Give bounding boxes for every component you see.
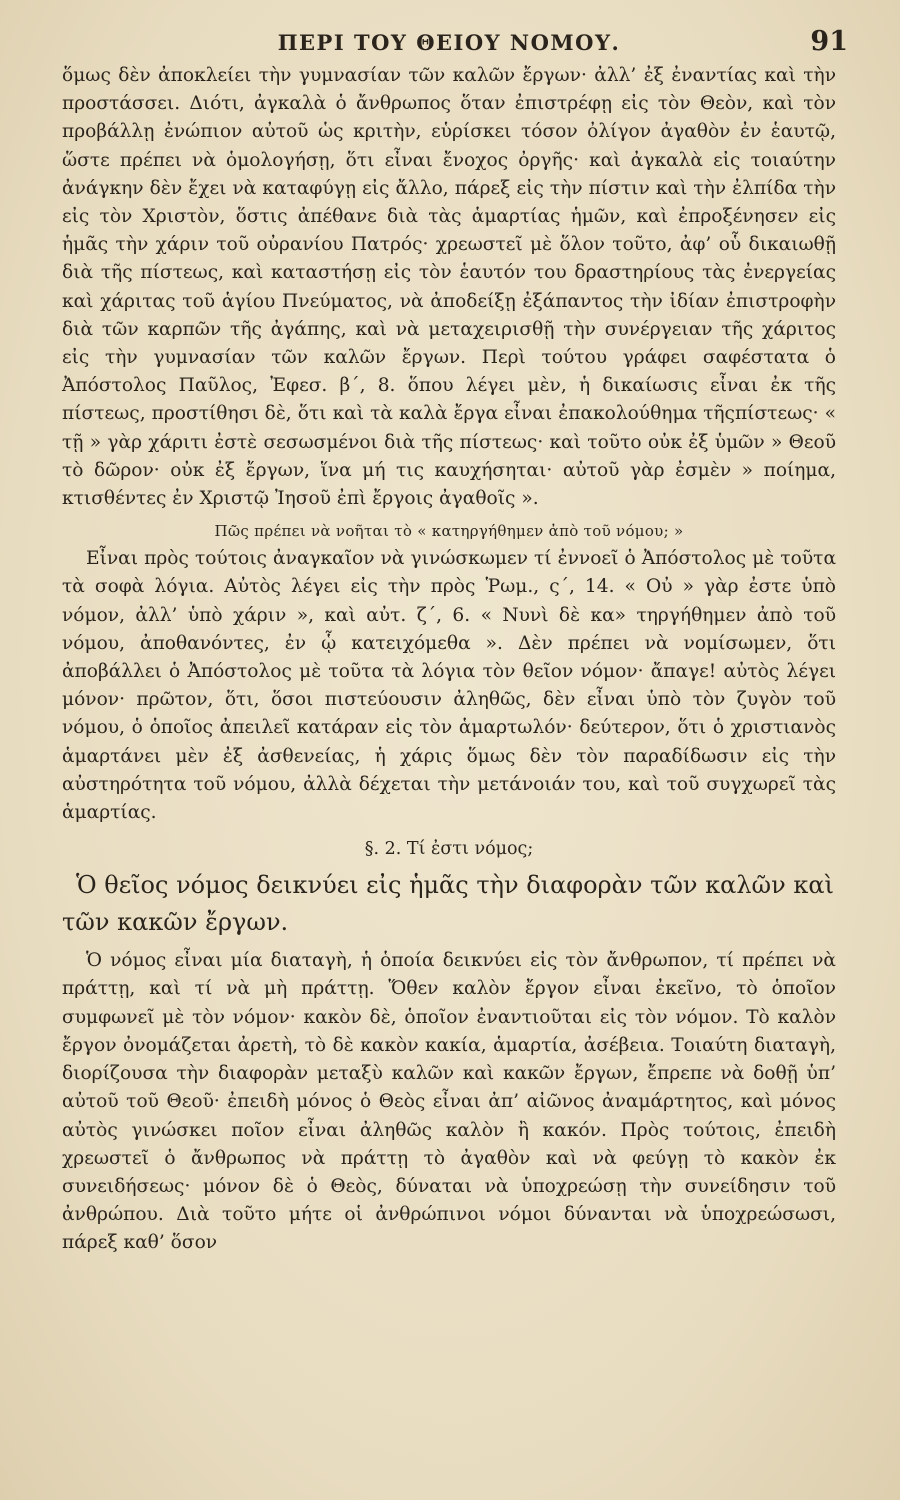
page-number: 91 [810, 26, 848, 57]
section-heading: §. 2. Τί ἐστι νόμος; [364, 839, 534, 860]
section-statement: Ὁ θεῖος νόμος δεικνύει εἰς ἡμᾶς τὴν διαφορὰν τῶν καλῶν καὶ τῶν κακῶν ἔργων. [62, 871, 834, 937]
paragraph-2: Εἶναι πρὸς τούτοις ἀναγκαῖον νὰ γινώσκωμεν τί ἐννοεῖ ὁ Ἀπόστολος μὲ τοῦτα τὰ σοφὰ λόγια. Αὐτὸς λέγει εἰς τὴν πρὸς Ῥωμ., ς´, 14. « Οὐ » γὰρ ἐστε ὑπὸ νόμον, ἀλλ’ ὑπὸ χάριν », καὶ αὐτ. ζ´, 6. « Νυνὶ δὲ κα» τηργήθημεν ἀπὸ τοῦ νόμου, ἀποθανόντες, ἐν ᾧ κατειχόμεθα ». Δὲν πρέπει νὰ νομίσωμεν, ὅτι ἀποβάλλει ὁ Ἀπόστολος μὲ τοῦτα τὰ λόγια τὸν θεῖον νόμον· ἄπαγε! αὐτὸς λέγει μόνον· πρῶτον, ὅτι, ὅσοι πιστεύουσιν ἀληθῶς, δὲν εἶναι ὑπὸ τὸν ζυγὸν τοῦ νόμου, ὁ ὁποῖος ἀπειλεῖ κατάραν εἰς τὸν ἁμαρτωλόν· δεύτερον, ὅτι ὁ χριστιανὸς ἁμαρτάνει μὲν ἐξ ἀσθενείας, ἡ χάρις ὅμως δὲν τὸν παραδίδωσιν εἰς τὴν αὐστηρότητα τοῦ νόμου, ἀλλὰ δέχεται τὴν μετάνοιάν του, καὶ τοῦ συγχωρεῖ τὰς ἁμαρτίας. [62, 548, 836, 824]
marginal-question: Πῶς πρέπει νὰ νοῆται τὸ « κατηργήθημεν ἀπὸ τοῦ νόμου; » [214, 522, 684, 541]
paragraph-3: Ὁ νόμος εἶναι μία διαταγὴ, ἡ ὁποία δεικνύει εἰς τὸν ἄνθρωπον, τί πρέπει νὰ πράττῃ, καὶ τί νὰ μὴ πράττῃ. Ὅθεν καλὸν ἔργον εἶναι ἐκεῖνο, τὸ ὁποῖον συμφωνεῖ μὲ τὸν νόμον· κακὸν δὲ, ὁποῖον ἐναντιοῦται εἰς τὸν νόμον. Τὸ καλὸν ἔργον ὀνομάζεται ἀρετὴ, τὸ δὲ κακὸν κακία, ἁμαρτία, ἀσέβεια. Τοιαύτη διαταγὴ, διορίζουσα τὴν διαφορὰν μεταξὺ καλῶν καὶ κακῶν ἔργων, ἔπρεπε νὰ δοθῇ ὑπ’ αὐτοῦ τοῦ Θεοῦ· ἐπειδὴ μόνος ὁ Θεὸς εἶναι ἀπ’ αἰῶνος ἀναμάρτητος, καὶ μόνος αὐτὸς γινώσκει ποῖον εἶναι ἀληθῶς καλὸν ἢ κακόν. Πρὸς τούτοις, ἐπειδὴ χρεωστεῖ ὁ ἄνθρωπος νὰ πράττῃ τὸ ἀγαθὸν καὶ νὰ φεύγῃ τὸ κακὸν ἐκ συνειδήσεως· μόνον δὲ ὁ Θεὸς, δύναται νὰ ὑποχρεώσῃ τὴν συνείδησιν τοῦ ἀνθρώπου. Διὰ τοῦτο μήτε οἱ ἀνθρώπινοι νόμοι δύνανται νὰ ὑποχρεώσωσι, πάρεξ καθ’ ὅσον [62, 950, 836, 1254]
paragraph-1: ὅμως δὲν ἀποκλείει τὴν γυμνασίαν τῶν καλῶν ἔργων· ἀλλ’ ἐξ ἐναντίας καὶ τὴν προστάσσει. Διότι, ἀγκαλὰ ὁ ἄνθρωπος ὅταν ἐπιστρέφῃ εἰς τὸν Θεὸν, καὶ τὸν προβάλλῃ ἐνώπιον αὐτοῦ ὡς κριτὴν, εὑρίσκει τόσον ὀλίγον ἀγαθὸν ἐν ἑαυτῷ, ὥστε πρέπει νὰ ὁμολογήσῃ, ὅτι εἶναι ἔνοχος ὀργῆς· καὶ ἀγκαλὰ εἰς τοιαύτην ἀνάγκην δὲν ἔχει νὰ καταφύγῃ εἰς ἄλλο, πάρεξ εἰς τὴν πίστιν καὶ τὴν ἐλπίδα τὴν εἰς τὸν Χριστὸν, ὅστις ἀπέθανε διὰ τὰς ἁμαρτίας ἡμῶν, καὶ ἐπροξένησεν εἰς ἡμᾶς τὴν χάριν τοῦ οὐρανίου Πατρός· χρεωστεῖ μὲ ὅλον τοῦτο, ἀφ’ οὗ δικαιωθῇ διὰ τῆς πίστεως, καὶ καταστήσῃ εἰς τὸν ἑαυτόν του δραστηρίους τὰς ἐνεργείας καὶ χάριτας τοῦ ἁγίου Πνεύματος, νὰ ἀποδείξῃ ἐξάπαντος τὴν ἰδίαν ἐπιστροφὴν διὰ τῶν καρπῶν τῆς ἀγάπης, καὶ νὰ μεταχειρισθῇ τὴν συνέργειαν τῆς χάριτος εἰς τὴν γυμνασίαν τῶν καλῶν ἔργων. Περὶ τούτου γράφει σαφέστατα ὁ Ἀπόστολος Παῦλος, Ἐφεσ. β´, 8. ὅπου λέγει μὲν, ἡ δικαίωσις εἶναι ἐκ τῆς πίστεως, προστίθησι δὲ, ὅτι καὶ τὰ καλὰ ἔργα εἶναι ἐπακολούθημα τῆςπίστεως· « τῇ » γὰρ χάριτι ἐστὲ σεσωσμένοι διὰ τῆς πίστεως· καὶ τοῦτο οὐκ ἐξ ὑμῶν » Θεοῦ τὸ δῶρον· οὐκ ἐξ ἔργων, ἵνα μή τις καυχήσηται· αὐτοῦ γὰρ ἐσμὲν » ποίημα, κτισθέντες ἐν Χριστῷ Ἰησοῦ ἐπὶ ἔργοις ἀγαθοῖς ». [62, 65, 836, 510]
running-head: ΠΕΡΙ ΤΟΥ ΘΕΙΟΥ ΝΟΜΟΥ. [277, 30, 621, 55]
page-header [62, 26, 848, 62]
